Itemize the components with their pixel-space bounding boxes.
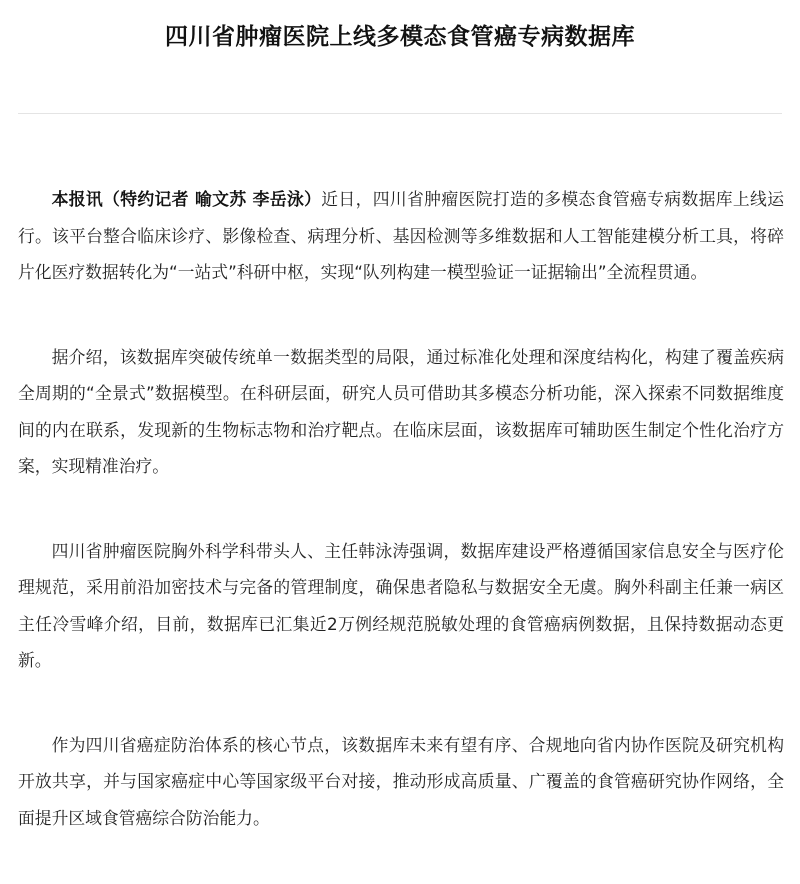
byline: 本报讯（特约记者 喻文苏 李岳泳） — [51, 189, 322, 209]
paragraph-4: 作为四川省癌症防治体系的核心节点，该数据库未来有望有序、合规地向省内协作医院及研究机构开放共享，并与国家癌症中心等国家级平台对接，推动形成高质量、广覆盖的食管癌研究协作网络，全面提升区域食管癌综合防治能力。 — [18, 734, 784, 828]
paragraph-2: 据介绍，该数据库突破传统单一数据类型的局限，通过标准化处理和深度结构化，构建了覆盖疾病全周期的“全景式”数据模型。在科研层面，研究人员可借助其多模态分析功能，深入探索不同数据维度间的内在联系，发现新的生物标志物和治疗靶点。在临床层面，该数据库可辅助医生制定个性化治疗方案，实现精准治疗。 — [18, 346, 784, 476]
article-title: 四川省肿瘤医院上线多模态食管癌专病数据库 — [165, 24, 635, 50]
paragraph-1-text: 近日，四川省肿瘤医院打造的多模态食管癌专病数据库上线运行。该平台整合临床诊疗、影像检查、病理分析、基因检测等多维数据和人工智能建模分析工具，将碎片化医疗数据转化为“一站式”科研中枢，实现“队列构建一模型验证一证据输出”全流程贯通。 — [18, 189, 784, 282]
paragraph-1 — [18, 181, 784, 291]
title-divider — [18, 113, 782, 114]
article-body — [18, 181, 784, 884]
paragraph-3: 四川省肿瘤医院胸外科学科带头人、主任韩泳涛强调，数据库建设严格遵循国家信息安全与医疗伦理规范，采用前沿加密技术与完备的管理制度，确保患者隐私与数据安全无虞。胸外科副主任兼一病区主任冷雪峰介绍，目前，数据库已汇集近2万例经规范脱敏处理的食管癌病例数据，且保持数据动态更新。 — [18, 540, 784, 670]
